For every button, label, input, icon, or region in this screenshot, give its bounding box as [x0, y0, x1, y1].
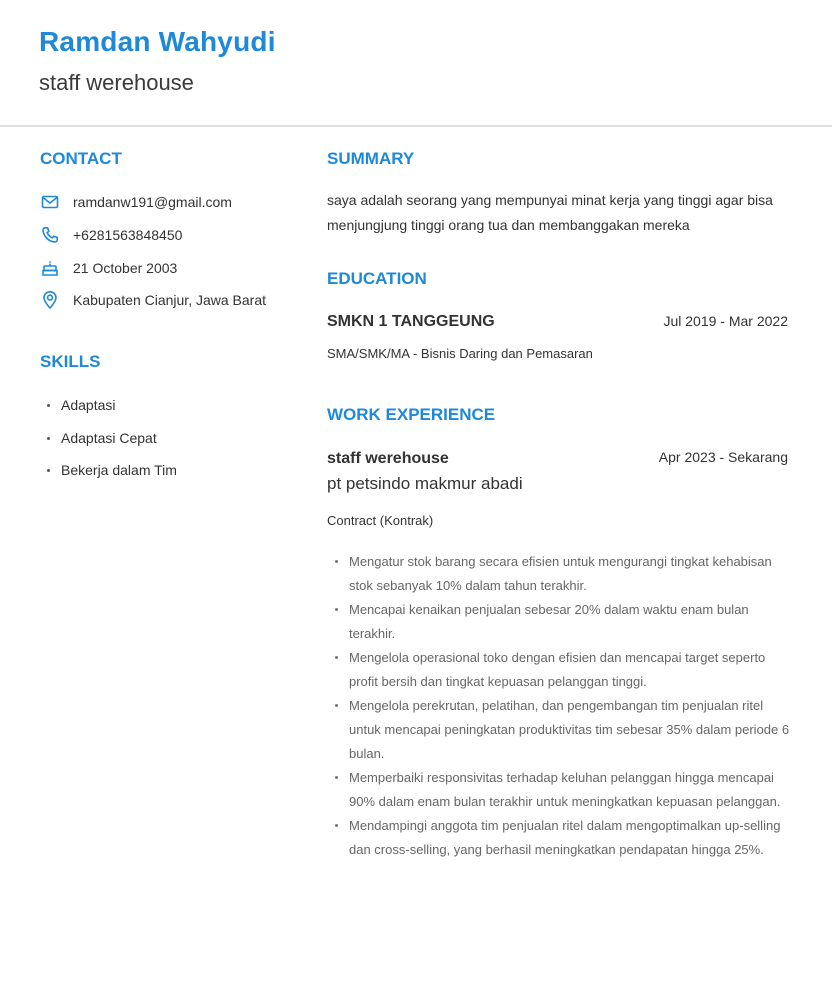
- skill-item: [47, 397, 115, 413]
- summary-text: saya adalah seorang yang mempunyai minat kerja yang tinggi agar bisa menjungjung tinggi orang tua dan membanggakan mereka: [327, 192, 773, 233]
- education-school: SMKN 1 TANGGEUNG: [327, 313, 495, 330]
- contact-email-text: ramdanw191@gmail.com: [73, 194, 232, 210]
- skills-heading: SKILLS: [40, 352, 101, 371]
- contact-phone-text: +6281563848450: [73, 227, 183, 243]
- education-date: Jul 2019 - Mar 2022: [663, 313, 788, 329]
- summary-heading: SUMMARY: [327, 149, 415, 168]
- achievement-text: Memperbaiki responsivitas terhadap keluhan pelanggan hingga mencapai 90% dalam enam bulan terakhir untuk meningkatkan kepuasan pelanggan.: [349, 770, 781, 809]
- achievement-text: Mengelola perekrutan, pelatihan, dan pengembangan tim penjualan ritel untuk mencapai peningkatan produktivitas tim sebesar 35% dalam periode 6 bulan.: [349, 698, 790, 761]
- job-contract-type: Contract (Kontrak): [327, 513, 434, 528]
- skill-item: [47, 462, 177, 478]
- job-company: pt petsindo makmur abadi: [327, 474, 523, 493]
- email-icon: [40, 192, 60, 212]
- candidate-name: Ramdan Wahyudi: [39, 26, 276, 57]
- bullet-dot: [47, 404, 50, 407]
- skill-label: Adaptasi: [61, 397, 116, 413]
- contact-email[interactable]: [40, 192, 232, 212]
- contact-phone[interactable]: [40, 225, 182, 245]
- job-position: staff werehouse: [327, 450, 449, 467]
- list-item: [333, 766, 793, 814]
- education-heading: EDUCATION: [327, 269, 427, 288]
- skill-item: [47, 430, 157, 446]
- bullet-dot: [47, 437, 50, 440]
- bullet-dot: [335, 704, 338, 707]
- contact-birthdate: [40, 258, 177, 278]
- skill-label: Bekerja dalam Tim: [61, 462, 177, 478]
- bullet-dot: [335, 776, 338, 779]
- bullet-dot: [335, 824, 338, 827]
- contact-birthdate-text: 21 October 2003: [73, 260, 178, 276]
- education-degree: SMA/SMK/MA - Bisnis Daring dan Pemasaran: [327, 346, 593, 361]
- phone-icon: [40, 225, 60, 245]
- contact-location-text: Kabupaten Cianjur, Jawa Barat: [73, 292, 267, 308]
- list-item: [333, 550, 793, 598]
- bullet-dot: [335, 656, 338, 659]
- bullet-dot: [335, 608, 338, 611]
- birthday-cake-icon: [40, 258, 60, 278]
- contact-location: [40, 290, 266, 310]
- job-date: Apr 2023 - Sekarang: [658, 449, 788, 465]
- list-item: [333, 814, 793, 862]
- work-experience-heading: WORK EXPERIENCE: [327, 405, 496, 424]
- achievement-text: Mengelola operasional toko dengan efisien dan mencapai target seperto profit bersih dan tingkat kepuasan pelanggan tinggi.: [349, 650, 766, 689]
- list-item: [333, 598, 793, 646]
- resume-header: [0, 0, 832, 127]
- bullet-dot: [335, 560, 338, 563]
- bullet-dot: [47, 469, 50, 472]
- candidate-role: staff werehouse: [39, 70, 194, 95]
- achievement-text: Mengatur stok barang secara efisien untuk mengurangi tingkat kehabisan stok sebanyak 10% dalam tahun terakhir.: [349, 554, 772, 593]
- achievement-text: Mencapai kenaikan penjualan sebesar 20% dalam waktu enam bulan terakhir.: [349, 602, 749, 641]
- achievement-text: Mendampingi anggota tim penjualan ritel dalam mengoptimalkan up-selling dan cross-selling, yang berhasil meningkatkan pendapatan hingga 25%.: [349, 818, 781, 857]
- job-achievements-list: [333, 550, 793, 862]
- contact-heading: CONTACT: [40, 149, 122, 168]
- location-pin-icon: [40, 290, 60, 310]
- list-item: [333, 694, 793, 766]
- list-item: [333, 646, 793, 694]
- skill-label: Adaptasi Cepat: [61, 430, 157, 446]
